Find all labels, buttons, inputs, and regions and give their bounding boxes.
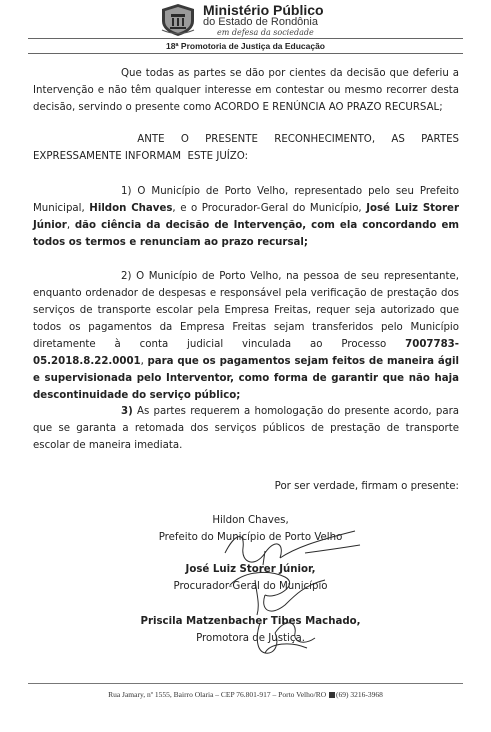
item1-bold-text: dão ciência da decisão de Intervenção, com ela concordando em todos os termos e renunciam ao prazo recursal;	[33, 220, 459, 248]
org-motto: em defesa da sociedade	[217, 28, 314, 37]
org-subtitle: do Estado de Rondônia	[203, 16, 318, 28]
signatory-name: José Luiz Storer Júnior,	[185, 564, 316, 575]
signatory-role: Prefeito do Município de Porto Velho	[158, 532, 343, 543]
org-title: Ministério Público	[203, 2, 324, 18]
item3-text: As partes requerem a homologação do presente acordo, para que se garanta a retomada dos serviços públicos de prestação de transporte escolar de maneira imediata.	[33, 406, 459, 451]
item1-name-jose: José Luiz Storer Júnior	[33, 203, 459, 231]
header-divider-bottom	[28, 53, 463, 54]
signatory-name: Priscila Matzenbacher Tibes Machado,	[140, 616, 361, 627]
footer-phone: (69) 3216-3968	[336, 690, 383, 699]
paragraph-item-1	[33, 183, 459, 251]
item3-number: 3)	[121, 406, 133, 417]
signatory-role: Procurador-Geral do Município	[173, 581, 328, 592]
footer-divider	[28, 683, 463, 684]
item1-text-c: ,	[66, 220, 75, 231]
closing-line: Por ser verdade, firmam o presente:	[274, 481, 459, 492]
handwritten-signature-priscila	[235, 613, 325, 658]
paragraph-item-2	[33, 268, 459, 404]
organization-header	[203, 3, 353, 37]
ministerio-publico-emblem-icon	[158, 3, 198, 37]
word-presente: PRESENTE	[205, 134, 258, 145]
item1-text-a: 1) O Município de Porto Velho, representado pelo seu Prefeito Municipal,	[33, 186, 459, 214]
header-divider	[28, 38, 463, 39]
indent-spacer	[33, 131, 121, 148]
paragraph-acordo-text: Que todas as partes se dão por cientes da decisão que deferiu a Intervenção e não têm qualquer interesse em contestar ou mesmo recorrer desta decisão, servindo o presente como ACORDO E RENÚNCIA AO PRAZO RECURSAL;	[33, 68, 459, 113]
paragraph-item-3	[33, 403, 459, 454]
word-partes: PARTES	[421, 134, 459, 145]
phone-icon	[329, 692, 335, 698]
item1-name-hildon: Hildon Chaves	[89, 203, 173, 214]
word-reconhecimento: RECONHECIMENTO,	[274, 134, 376, 145]
item2-process-number: 7007783-05.2018.8.22.0001	[33, 339, 459, 367]
paragraph-ante-line2: EXPRESSAMENTE INFORMAM ESTE JUÍZO:	[33, 151, 249, 162]
paragraph-ante-o-presente	[33, 131, 459, 165]
signatory-role: Promotora de Justiça.	[196, 633, 305, 644]
item2-text-a: 2) O Município de Porto Velho, na pessoa de seu representante, enquanto ordenador de despesas e responsável pela verificação de prestação dos serviços de transporte escolar pela Empresa Freitas, requer seja autorizado que todos os pagamentos da Empresa Freitas sejam transferidos pelo Município diretamente à conta judicial vinculada ao Processo	[33, 271, 459, 350]
word-as: AS	[391, 134, 405, 145]
item2-bold-text: para que os pagamentos sejam feitos de maneira ágil e supervisionada pelo Interventor, como forma de garantir que não haja descontinuidade do serviço público;	[33, 356, 459, 401]
footer-address	[0, 690, 491, 699]
word-o: O	[180, 134, 189, 145]
footer-address-text: Rua Jamary, nº 1555, Bairro Olaria – CEP 76.801-917 – Porto Velho/RO	[108, 690, 327, 699]
handwritten-signature-jose	[215, 565, 335, 620]
word-ante: ANTE	[137, 134, 165, 145]
promotoria-title: 18ª Promotoria de Justiça da Educação	[165, 41, 326, 51]
item1-text-b: , e o Procurador-Geral do Município,	[172, 203, 367, 214]
paragraph-acordo	[33, 65, 459, 116]
item2-text-b: ,	[140, 356, 148, 367]
paragraph-ante-line1	[33, 131, 459, 148]
signatory-name: Hildon Chaves,	[212, 515, 289, 526]
